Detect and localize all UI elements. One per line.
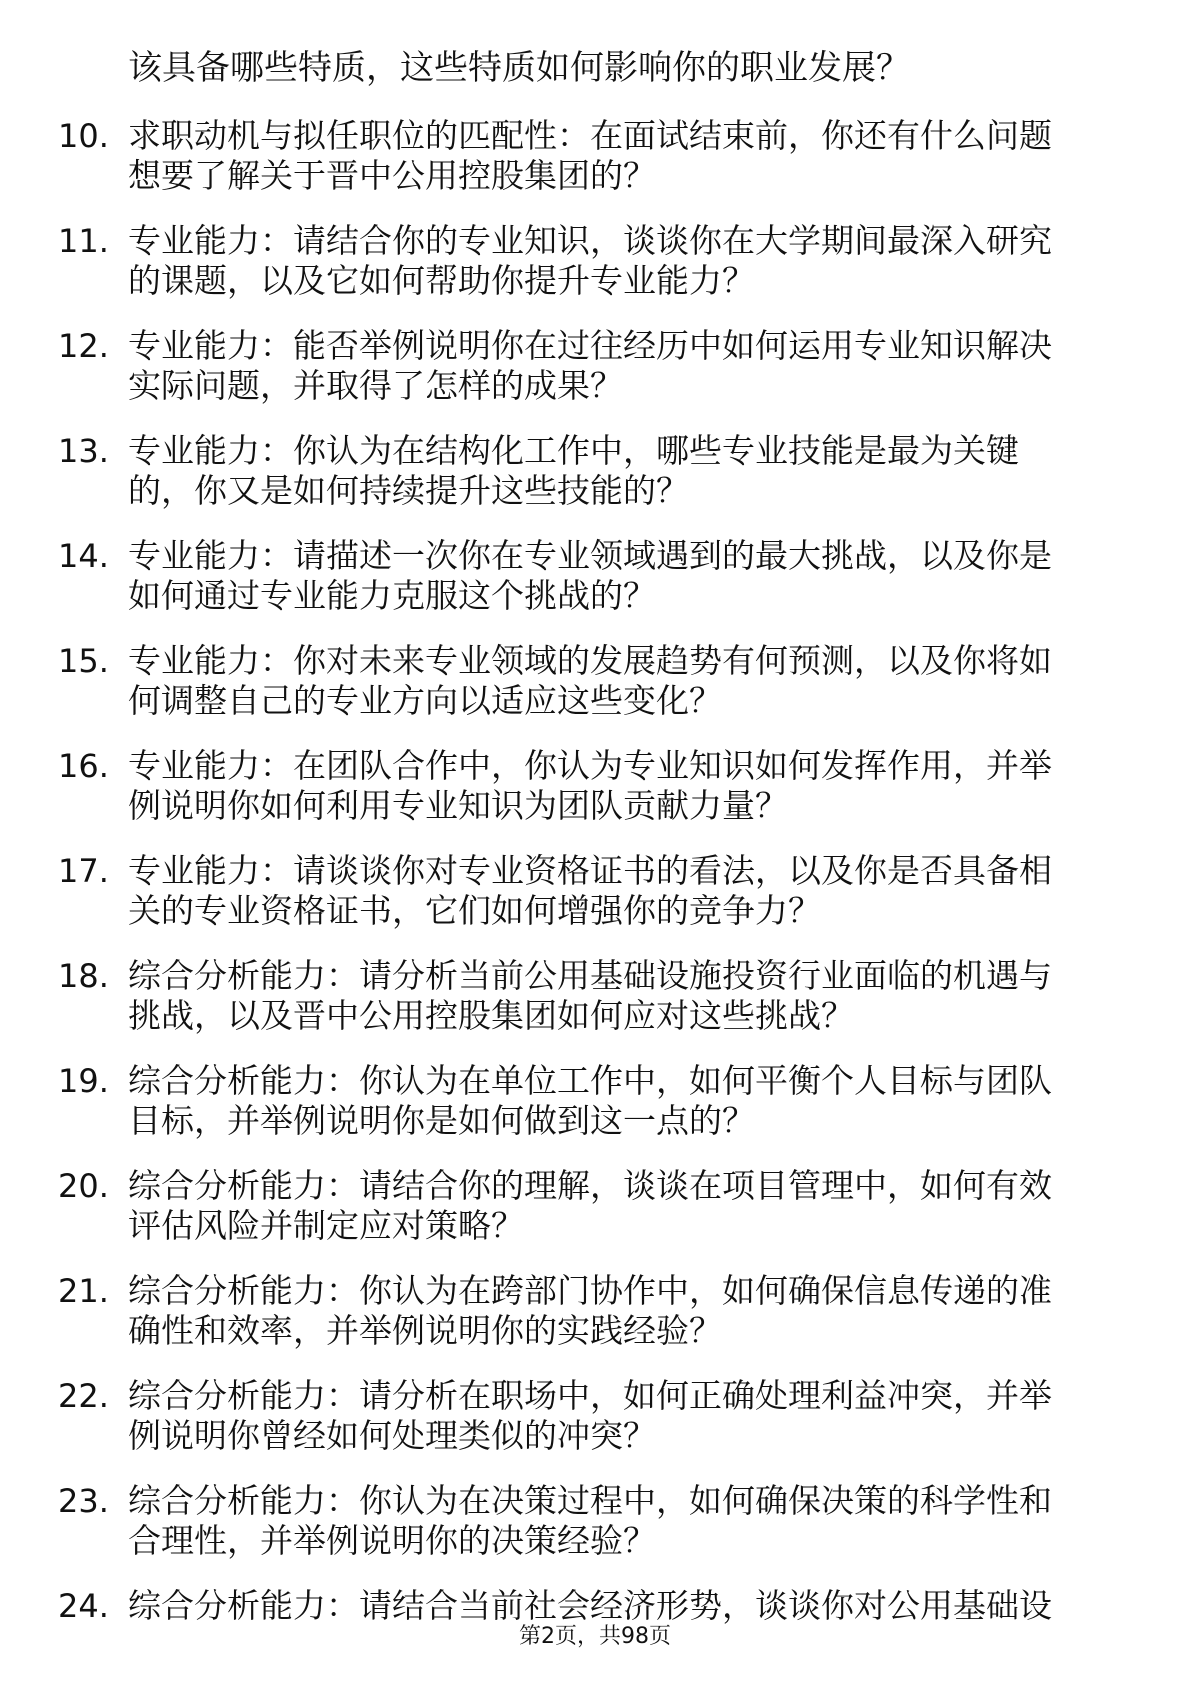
question-text-line: 综合分析能力：请分析在职场中，如何正确处理利益冲突，并举	[128, 1376, 1052, 1415]
question-number: 15.	[58, 642, 109, 680]
question-number: 10.	[58, 117, 109, 155]
list-item	[0, 1261, 1190, 1366]
question-number: 12.	[58, 327, 109, 365]
list-item	[0, 106, 1190, 211]
question-text-line: 综合分析能力：你认为在单位工作中，如何平衡个人目标与团队	[128, 1061, 1052, 1100]
question-text-line: 挑战，以及晋中公用控股集团如何应对这些挑战？	[128, 996, 854, 1035]
question-text-line: 确性和效率，并举例说明你的实践经验？	[128, 1311, 722, 1350]
question-number: 19.	[58, 1062, 109, 1100]
question-number: 13.	[58, 432, 109, 470]
question-text-line: 综合分析能力：请结合你的理解，谈谈在项目管理中，如何有效	[128, 1166, 1052, 1205]
question-text-line: 实际问题，并取得了怎样的成果？	[128, 366, 623, 405]
list-item	[0, 841, 1190, 946]
question-text-line: 目标，并举例说明你是如何做到这一点的？	[128, 1101, 755, 1140]
question-number: 11.	[58, 222, 109, 260]
question-text-line: 何调整自己的专业方向以适应这些变化？	[128, 681, 722, 720]
question-text-line: 例说明你如何利用专业知识为团队贡献力量？	[128, 786, 788, 825]
question-text-line: 专业能力：请谈谈你对专业资格证书的看法，以及你是否具备相	[128, 851, 1052, 890]
question-number: 18.	[58, 957, 109, 995]
question-text-line: 的课题，以及它如何帮助你提升专业能力？	[128, 261, 755, 300]
question-text-line: 专业能力：在团队合作中，你认为专业知识如何发挥作用，并举	[128, 746, 1052, 785]
question-text-line: 专业能力：请结合你的专业知识，谈谈你在大学期间最深入研究	[128, 221, 1052, 260]
question-number: 22.	[58, 1377, 109, 1415]
question-list	[0, 106, 1190, 1681]
list-item	[0, 1051, 1190, 1156]
list-item	[0, 316, 1190, 421]
question-text-line: 综合分析能力：你认为在决策过程中，如何确保决策的科学性和	[128, 1481, 1052, 1520]
question-number: 21.	[58, 1272, 109, 1310]
question-text-line: 综合分析能力：请分析当前公用基础设施投资行业面临的机遇与	[128, 956, 1052, 995]
list-item	[0, 526, 1190, 631]
question-text-line: 综合分析能力：你认为在跨部门协作中，如何确保信息传递的准	[128, 1271, 1052, 1310]
list-item	[0, 946, 1190, 1051]
page-indicator: 第2页，共98页	[519, 1624, 671, 1649]
list-item	[0, 631, 1190, 736]
question-text-line: 专业能力：你对未来专业领域的发展趋势有何预测，以及你将如	[128, 641, 1052, 680]
question-text-line: 如何通过专业能力克服这个挑战的？	[128, 576, 656, 615]
list-item	[0, 421, 1190, 526]
question-text-line: 的，你又是如何持续提升这些技能的？	[128, 471, 689, 510]
question-text-line: 专业能力：能否举例说明你在过往经历中如何运用专业知识解决	[128, 326, 1052, 365]
question-number: 16.	[58, 747, 109, 785]
question-text-line: 综合分析能力：请结合当前社会经济形势，谈谈你对公用基础设	[128, 1586, 1052, 1625]
question-number: 17.	[58, 852, 109, 890]
question-text-line: 专业能力：你认为在结构化工作中，哪些专业技能是最为关键	[128, 431, 1019, 470]
continuation-text: 该具备哪些特质，这些特质如何影响你的职业发展？	[128, 48, 910, 88]
list-item	[0, 1471, 1190, 1576]
question-text-line: 想要了解关于晋中公用控股集团的？	[128, 156, 656, 195]
list-item	[0, 211, 1190, 316]
question-text-line: 例说明你曾经如何处理类似的冲突？	[128, 1416, 656, 1455]
question-number: 20.	[58, 1167, 109, 1205]
question-text-line: 专业能力：请描述一次你在专业领域遇到的最大挑战，以及你是	[128, 536, 1052, 575]
list-item	[0, 736, 1190, 841]
question-number: 14.	[58, 537, 109, 575]
question-number: 23.	[58, 1482, 109, 1520]
question-text-line: 求职动机与拟任职位的匹配性：在面试结束前，你还有什么问题	[128, 116, 1052, 155]
list-item	[0, 1366, 1190, 1471]
question-text-line: 关的专业资格证书，它们如何增强你的竞争力？	[128, 891, 821, 930]
question-text-line: 合理性，并举例说明你的决策经验？	[128, 1521, 656, 1560]
question-number: 24.	[58, 1587, 109, 1625]
list-item	[0, 1156, 1190, 1261]
question-text-line: 评估风险并制定应对策略？	[128, 1206, 524, 1245]
